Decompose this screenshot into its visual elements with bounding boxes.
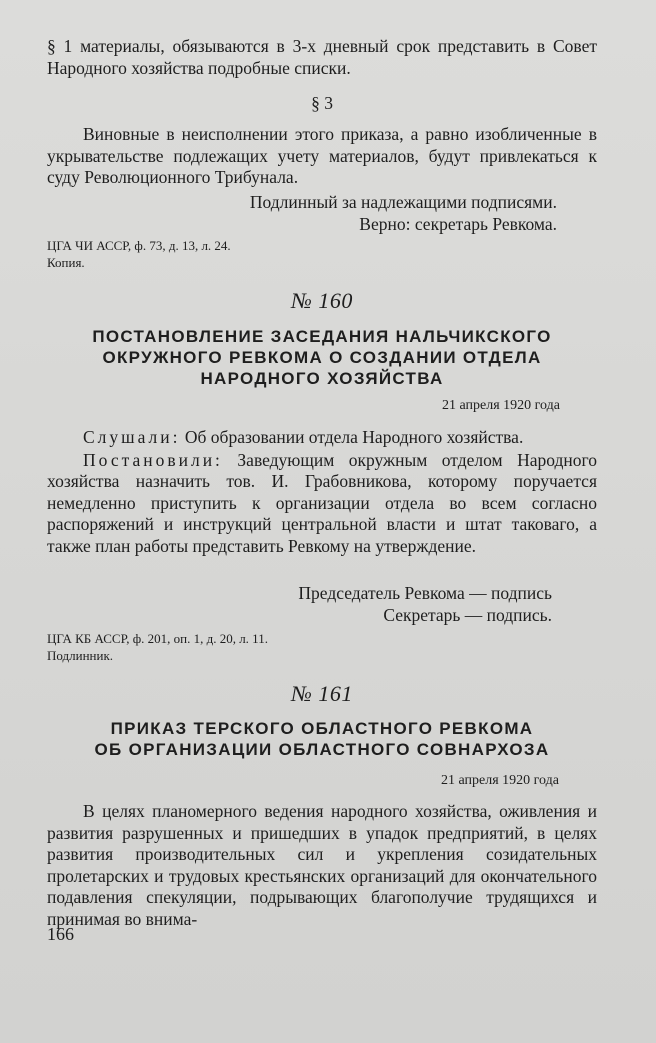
section-mark: § 3 — [311, 93, 333, 113]
signature-line: Секретарь — подпись. — [383, 604, 552, 625]
source-type: Подлинник. — [47, 648, 114, 663]
source-type: Копия. — [47, 255, 85, 270]
archive-source: ЦГА ЧИ АССР, ф. 73, д. 13, л. 24. — [47, 238, 231, 253]
title-line: ОКРУЖНОГО РЕВКОМА О СОЗДАНИИ ОТДЕЛА — [102, 348, 542, 367]
title-line: ОБ ОРГАНИЗАЦИИ ОБЛАСТНОГО СОВНАРХОЗА — [94, 740, 550, 759]
signature-line: Подлинный за надлежащими подписями. — [249, 192, 557, 212]
signature-block-160 — [47, 583, 552, 626]
document-date: 21 апреля 1920 года — [441, 773, 559, 788]
document-title — [47, 718, 597, 760]
resolved-paragraph — [47, 450, 597, 558]
signature-block-top — [47, 192, 557, 235]
page-number: 166 — [47, 924, 74, 944]
document-number: № 160 — [291, 288, 353, 313]
title-line: НАРОДНОГО ХОЗЯЙСТВА — [200, 369, 444, 388]
document-title — [47, 326, 597, 389]
resolved-label: Постановили: — [83, 449, 223, 470]
paragraph-1: В целях планомерного ведения народного хозяйства, оживления и развития разрушенных и пришедших в упадок предприятий, в целях развития производительных сил и укрепления созидательных пролетарских и трудовых крестьянских организаций для окончательного подавления спекуляции, подрывающих благополучие трудящихся и принимая во внима- — [47, 801, 597, 929]
paragraph-3: Виновные в неисполнении этого приказа, а равно изобличенные в укрывательстве подлежащих учету материалов, будут привлекаться к суду Революционного Трибунала. — [47, 124, 597, 188]
title-line: ПРИКАЗ ТЕРСКОГО ОБЛАСТНОГО РЕВКОМА — [110, 719, 534, 738]
top-continuation — [47, 36, 597, 79]
paragraph-continued: § 1 материалы, обязываются в 3-х дневный срок представить в Совет Народного хозяйства подробные списки. — [47, 36, 597, 78]
document-number: № 161 — [291, 681, 353, 706]
heard-paragraph — [47, 427, 597, 449]
doc160-body — [47, 427, 597, 558]
paragraph-3-block — [47, 124, 597, 189]
heard-label: Слушали: — [83, 427, 181, 447]
document-date: 21 апреля 1920 года — [442, 398, 560, 413]
heard-text: Об образовании отдела Народного хозяйства. — [184, 427, 524, 447]
signature-line: Председатель Ревкома — подпись — [298, 583, 552, 603]
archive-source-block — [47, 237, 597, 271]
signature-line: Верно: секретарь Ревкома. — [359, 213, 557, 234]
resolved-text: Заведующим окружным отделом Народного хозяйства назначить тов. И. Грабовникова, которому поручается немедленно приступить к организации отдела во всем согласно распоряжений и инструкций центральной власти и штат таковаго, а также план работы представить Ревкому на утверждение. — [47, 449, 597, 556]
archive-source: ЦГА КБ АССР, ф. 201, оп. 1, д. 20, л. 11. — [47, 631, 268, 646]
doc161-body — [47, 801, 597, 931]
title-line: ПОСТАНОВЛЕНИЕ ЗАСЕДАНИЯ НАЛЬЧИКСКОГО — [92, 327, 552, 346]
archive-source-block — [47, 630, 597, 664]
